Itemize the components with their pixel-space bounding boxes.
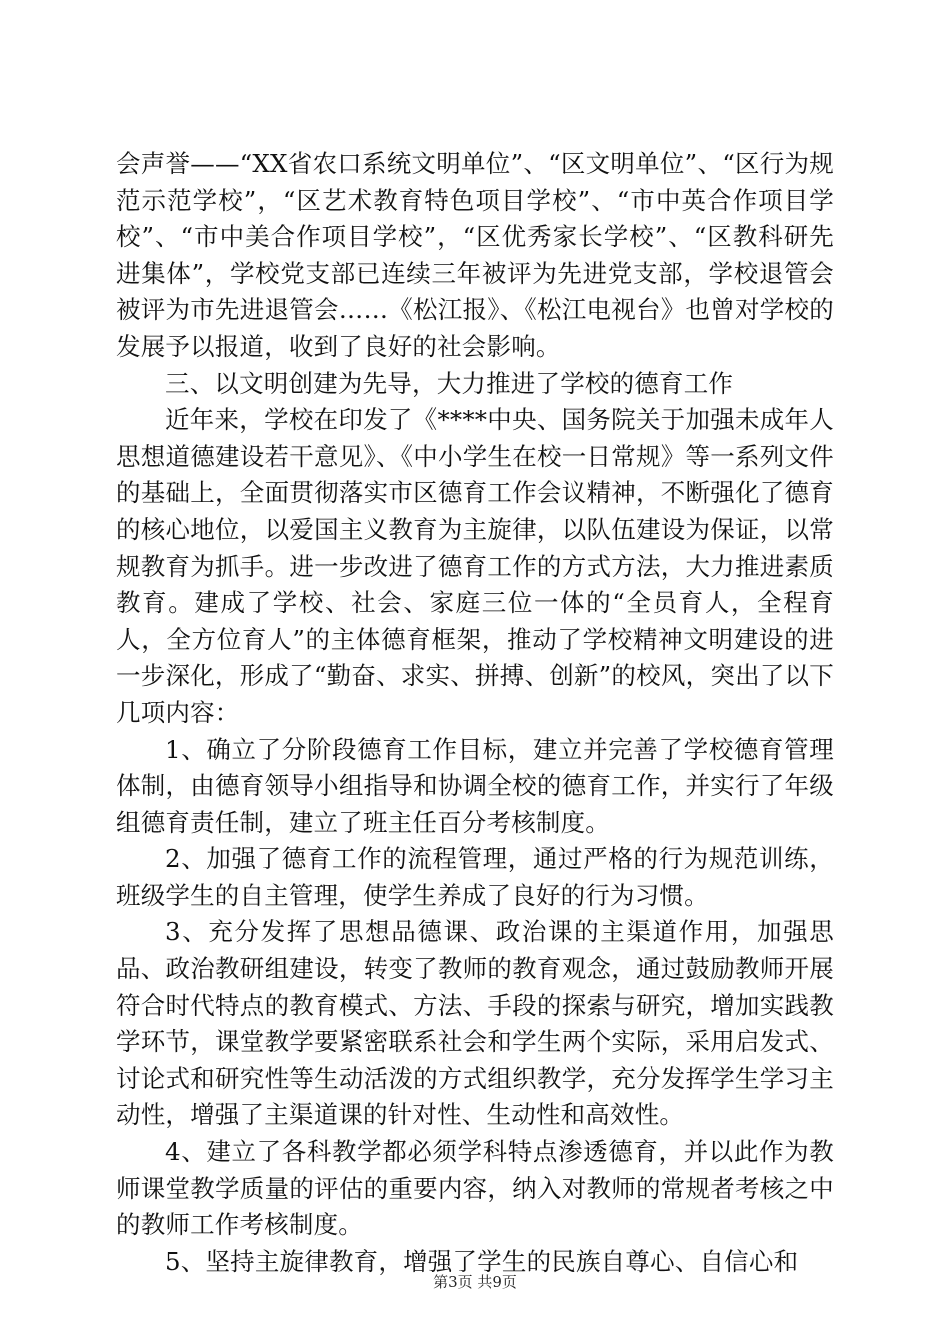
list-item-3: 3、充分发挥了思想品德课、政治课的主渠道作用，加强思品、政治教研组建设，转变了教师的教育观念，通过鼓励教师开展符合时代特点的教育模式、方法、手段的探索与研究，增加实践教学环节，课堂教学要紧密联系社会和学生两个实际，采用启发式、讨论式和研究性等生动活泼的方式组织教学，充分发挥学生学习主动性，增强了主渠道课的针对性、生动性和高效性。 (116, 917, 834, 1130)
section-heading: 三、以文明创建为先导，大力推进了学校的德育工作 (165, 368, 734, 398)
document-body (116, 146, 834, 1280)
page-number-footer: 第3页 共9页 (433, 1273, 517, 1291)
list-item-2: 2、加强了德育工作的流程管理，通过严格的行为规范训练，班级学生的自主管理，使学生养成了良好的行为习惯。 (116, 844, 834, 910)
list-item-5: 5、坚持主旋律教育，增强了学生的民族自尊心、自信心和 (165, 1246, 799, 1276)
paragraph-1: 会声誉——“XX省农口系统文明单位”、“区文明单位”、“区行为规范示范学校”，“区艺术教育特色项目学校”、“市中英合作项目学校”、“市中美合作项目学校”，“区优秀家长学校”、“区教科研先进集体”，学校党支部已连续三年被评为先进党支部，学校退管会被评为市先进退管会……《松江报》、《松江电视台》也曾对学校的发展予以报道，收到了良好的社会影响。 (116, 149, 834, 361)
paragraph-3: 近年来，学校在印发了《****中央、国务院关于加强未成年人思想道德建设若干意见》、《中小学生在校一日常规》等一系列文件的基础上，全面贯彻落实市区德育工作会议精神，不断强化了德育的核心地位，以爱国主义教育为主旋律，以队伍建设为保证，以常规教育为抓手。进一步改进了德育工作的方式方法，大力推进素质教育。建成了学校、社会、家庭三位一体的“全员育人，全程育人，全方位育人”的主体德育框架，推动了学校精神文明建设的进一步深化，形成了“勤奋、求实、拼搏、创新”的校风，突出了以下几项内容： (116, 405, 834, 727)
list-item-4: 4、建立了各科教学都必须学科特点渗透德育，并以此作为教师课堂教学质量的评估的重要内容，纳入对教师的常规者考核之中的教师工作考核制度。 (116, 1137, 834, 1240)
list-item-1: 1、确立了分阶段德育工作目标，建立并完善了学校德育管理体制，由德育领导小组指导和协调全校的德育工作，并实行了年级组德育责任制，建立了班主任百分考核制度。 (116, 734, 834, 837)
